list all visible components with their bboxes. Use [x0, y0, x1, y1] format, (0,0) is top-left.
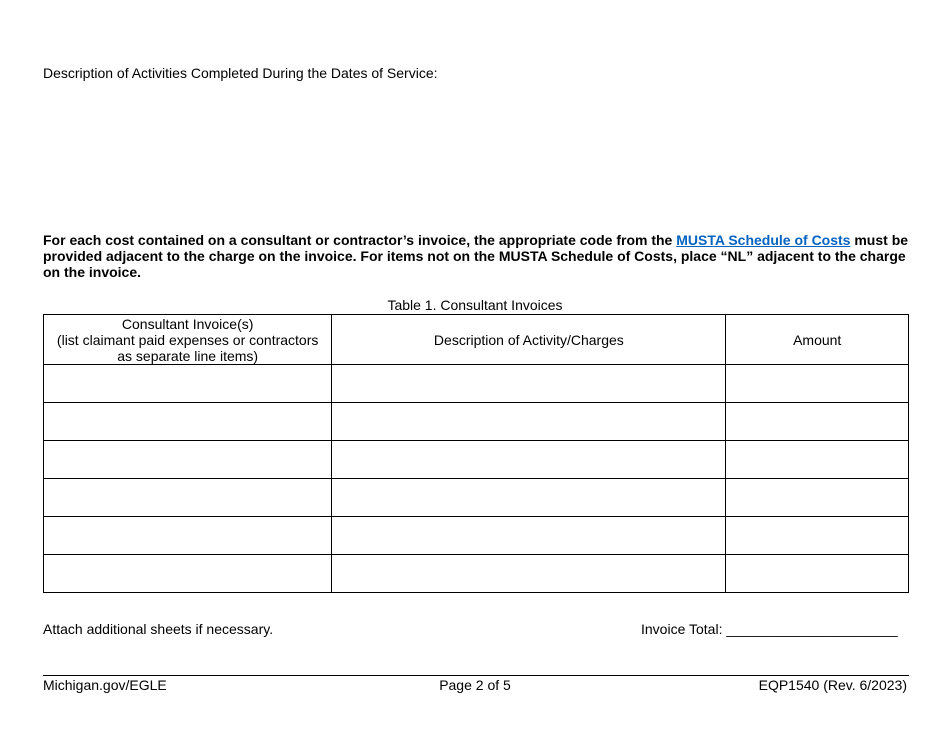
description-cell[interactable] [332, 403, 726, 441]
amount-cell[interactable] [726, 479, 909, 517]
description-label: Description of Activities Completed During the Dates of Service: [43, 65, 438, 81]
consultant-invoices-table [43, 314, 909, 593]
amount-cell[interactable] [726, 365, 909, 403]
invoice-cell[interactable] [44, 517, 332, 555]
amount-cell[interactable] [726, 441, 909, 479]
invoice-cell[interactable] [44, 441, 332, 479]
footer-website: Michigan.gov/EGLE [43, 677, 167, 693]
description-cell[interactable] [332, 441, 726, 479]
table-row [44, 555, 909, 593]
footer-divider [43, 675, 909, 676]
description-cell[interactable] [332, 365, 726, 403]
header-col1-line1: Consultant Invoice(s) [121, 315, 254, 332]
invoice-total-field[interactable]: Invoice Total: ______________________ [641, 621, 898, 637]
amount-cell[interactable] [726, 517, 909, 555]
table-row [44, 517, 909, 555]
table-row [44, 441, 909, 479]
attach-sheets-note: Attach additional sheets if necessary. [43, 621, 274, 637]
invoice-cell[interactable] [44, 479, 332, 517]
header-consultant-invoices [44, 315, 332, 365]
header-col1-line3: as separate line items) [117, 347, 259, 364]
table-row [44, 403, 909, 441]
description-cell[interactable] [332, 479, 726, 517]
table-row [44, 365, 909, 403]
footer-form-number: EQP1540 (Rev. 6/2023) [758, 677, 907, 693]
musta-schedule-link[interactable]: MUSTA Schedule of Costs [676, 232, 851, 248]
description-cell[interactable] [332, 517, 726, 555]
table-row [44, 479, 909, 517]
instructions-part1: For each cost contained on a consultant or contractor’s invoice, the appropriate code from the [43, 232, 677, 248]
header-col1-line2: (list claimant paid expenses or contractors [56, 331, 319, 348]
cost-code-instructions [43, 232, 909, 280]
amount-cell[interactable] [726, 555, 909, 593]
footer-page-number: Page 2 of 5 [439, 677, 511, 693]
invoice-cell[interactable] [44, 365, 332, 403]
invoice-cell[interactable] [44, 555, 332, 593]
amount-cell[interactable] [726, 403, 909, 441]
instructions-part2: must be provided adjacent to the charge on the invoice. For items not on the MUSTA Schedule of Costs, place “NL” adjacent to the charge on the invoice. [43, 232, 909, 280]
header-amount: Amount [726, 315, 909, 365]
invoice-cell[interactable] [44, 403, 332, 441]
table-caption: Table 1. Consultant Invoices [387, 297, 563, 313]
header-description: Description of Activity/Charges [332, 315, 726, 365]
table-header-row [44, 315, 909, 365]
description-cell[interactable] [332, 555, 726, 593]
